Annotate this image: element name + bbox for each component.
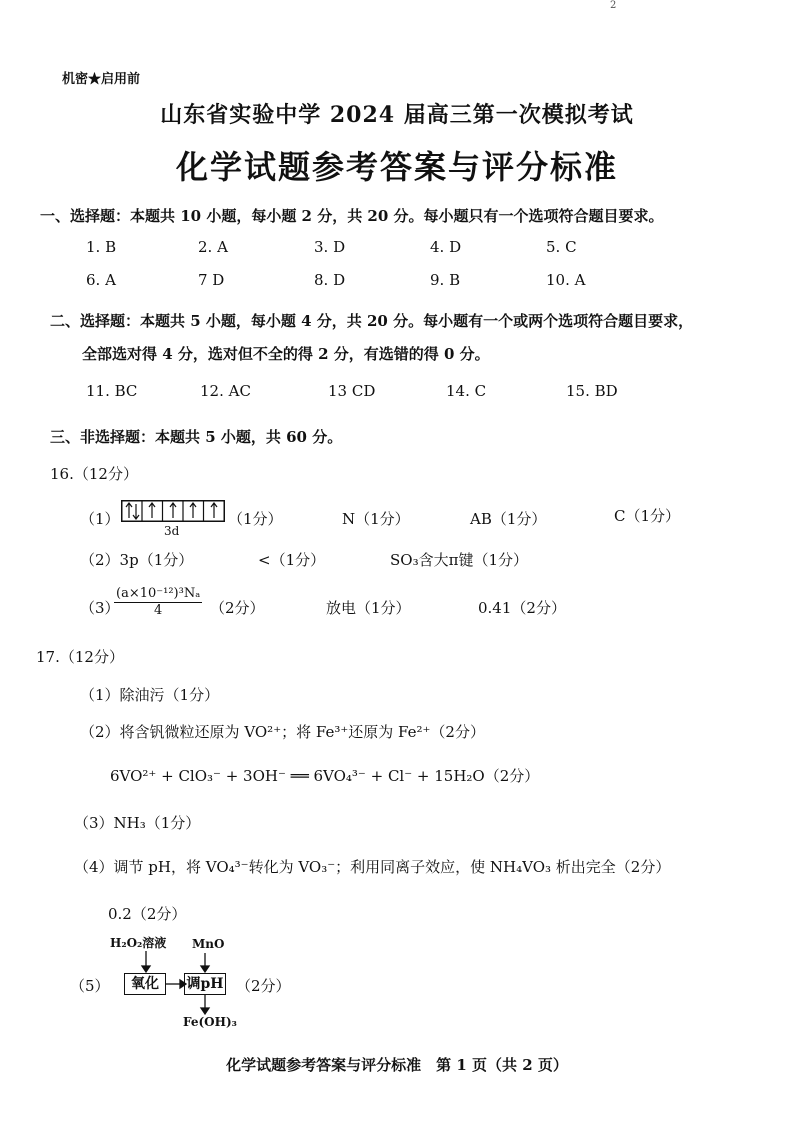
q16-part2-answer-b: <（1分） — [258, 551, 326, 569]
answer-9: 9. B — [430, 271, 461, 289]
answer-12: 12. AC — [200, 382, 251, 400]
q17-part5-label: （5） — [70, 977, 110, 995]
adjust-ph-step-label: 调pH — [186, 976, 224, 992]
q17-heading: 17.（12分） — [36, 648, 124, 666]
q16-part2-answer-c: SO₃含大π键（1分） — [390, 551, 528, 569]
reagent-mno-label: MnO — [192, 937, 225, 951]
section2-heading-line1: 二、选择题：本题共 5 小题，每小题 4 分，共 20 分。每小题有一个或两个选项符合题目要求， — [50, 312, 694, 330]
orbital-label: 3d — [164, 524, 180, 538]
product-feoh3-label: Fe(OH)₃ — [183, 1015, 237, 1029]
q16-part3-score: （2分） — [210, 599, 265, 617]
answer-1: 1. B — [86, 238, 117, 256]
answer-5: 5. C — [546, 238, 577, 256]
answer-2: 2. A — [198, 238, 228, 256]
q16-part1-score: （1分） — [228, 510, 283, 528]
q16-part1-answer-d: C（1分） — [614, 507, 681, 525]
q16-heading: 16.（12分） — [50, 465, 138, 483]
answer-13: 13 CD — [328, 382, 376, 400]
q16-part3-answer-c: 0.41（2分） — [478, 599, 566, 617]
page-footer: 化学试题参考答案与评分标准 第 1 页（共 2 页） — [226, 1056, 568, 1074]
answer-6: 6. A — [86, 271, 116, 289]
answer-11: 11. BC — [86, 382, 138, 400]
q16-part1-answer-b: N（1分） — [342, 510, 410, 528]
q16-part3-answer-b: 放电（1分） — [326, 599, 411, 617]
document-title: 化学试题参考答案与评分标准 — [175, 148, 618, 186]
answer-15: 15. BD — [566, 382, 618, 400]
q16-part2-answer-a: （2）3p（1分） — [80, 551, 194, 569]
q16-part1-answer-c: AB（1分） — [470, 510, 547, 528]
q17-part2: （2）将含钒微粒还原为 VO²⁺；将 Fe³⁺还原为 Fe²⁺（2分） — [80, 723, 485, 741]
q17-part5-score: （2分） — [236, 977, 291, 995]
school-exam-line: 山东省实验中学 2024 届高三第一次模拟考试 — [160, 102, 634, 128]
q16-part3-label: （3） — [80, 599, 120, 617]
q17-part3: （3）NH₃（1分） — [74, 814, 201, 832]
reagent-h2o2-label: H₂O₂溶液 — [110, 936, 167, 950]
q17-equation: 6VO²⁺ + ClO₃⁻ + 3OH⁻ ══ 6VO₄³⁻ + Cl⁻ + 15H₂O（2分） — [110, 767, 540, 785]
answer-10: 10. A — [546, 271, 586, 289]
q17-part4: （4）调节 pH，将 VO₄³⁻转化为 VO₃⁻；利用同离子效应，使 NH₄VO₃ 析出完全（2分） — [74, 858, 671, 876]
confidential-mark: 机密★启用前 — [62, 72, 141, 87]
fraction-denominator: 4 — [153, 602, 163, 618]
answer-8: 8. D — [314, 271, 346, 289]
answer-14: 14. C — [446, 382, 487, 400]
section3-heading: 三、非选择题：本题共 5 小题，共 60 分。 — [50, 428, 343, 446]
q17-part1: （1）除油污（1分） — [80, 686, 220, 704]
oxidation-step-label: 氧化 — [131, 976, 159, 992]
answer-3: 3. D — [314, 238, 346, 256]
answer-4: 4. D — [430, 238, 462, 256]
section1-heading: 一、选择题：本题共 10 小题，每小题 2 分，共 20 分。每小题只有一个选项符合题目要求。 — [40, 207, 664, 225]
q16-part1-label: （1） — [80, 510, 120, 528]
answer-7: 7 D — [198, 271, 225, 289]
fraction-numerator: (a×10⁻¹²)³Nₐ — [116, 586, 201, 601]
section2-heading-line2: 全部选对得 4 分，选对但不全的得 2 分，有选错的得 0 分。 — [82, 345, 490, 363]
q17-part4-value: 0.2（2分） — [108, 905, 187, 923]
corner-mark: 2 — [610, 0, 617, 11]
